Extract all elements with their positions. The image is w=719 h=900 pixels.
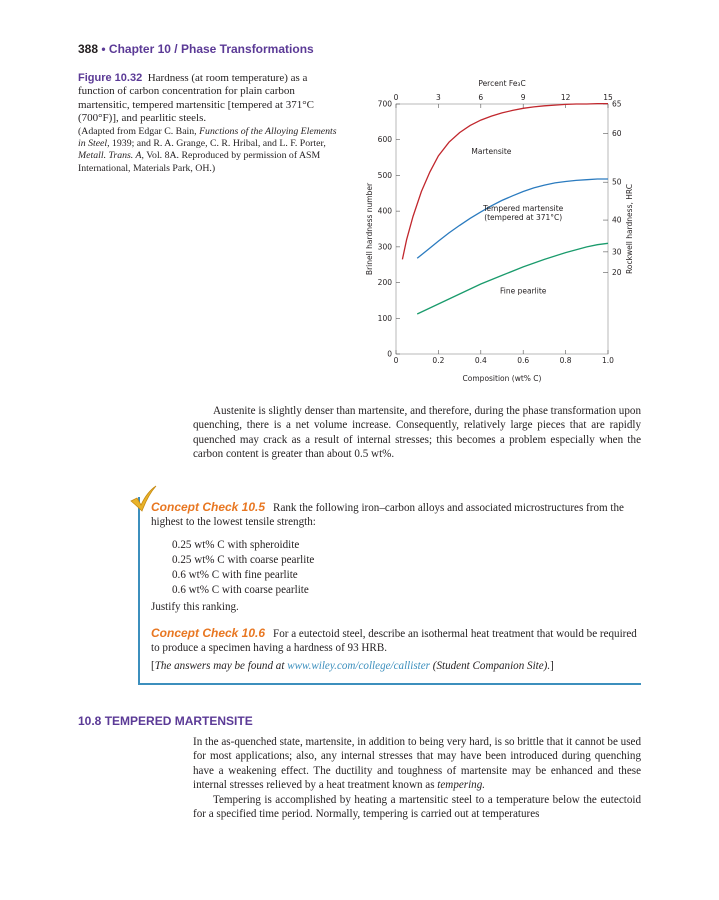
source-mid: 1939; and R. A. Grange, C. R. Hribal, and L. F. Porter, <box>109 138 326 150</box>
series-line-0 <box>402 104 608 260</box>
answers-suffix: (Student Companion Site). <box>429 660 551 672</box>
y-tick-label: 300 <box>377 242 392 252</box>
concept-check-10-5-label: Concept Check 10.5 <box>151 500 266 514</box>
chapter-title: Phase Transformations <box>180 42 314 56</box>
x-tick-label: 0.8 <box>559 356 572 365</box>
page-number: 388 <box>78 42 99 56</box>
figure-source <box>78 126 343 176</box>
figure-label: Figure 10.32 <box>78 72 143 84</box>
answers-bracket-close: ] <box>550 660 554 672</box>
list-item: 0.25 wt% C with coarse pearlite <box>172 554 315 566</box>
source-prefix: (Adapted from Edgar C. Bain, <box>78 125 200 137</box>
x-tick-label: 0 <box>393 356 399 365</box>
section-heading: 10.8 TEMPERED MARTENSITE <box>78 714 253 728</box>
series-label: Tempered martensite <box>483 204 564 214</box>
answers-bracket-open: [ <box>151 660 155 672</box>
concept-check-10-5 <box>151 500 641 530</box>
top-tick-label: 9 <box>520 93 526 102</box>
source-journal: Metall. Trans. A, <box>78 150 144 162</box>
concept-check-10-5-text: Rank the following iron–carbon alloys and associated microstructures from the highest to the lowest tensile strength: <box>151 502 624 529</box>
top-tick-label: 6 <box>478 93 484 102</box>
x-tick-label: 0.2 <box>432 356 445 365</box>
section-body <box>193 735 641 821</box>
right-tick-label: 60 <box>612 129 622 139</box>
right-tick-label: 50 <box>612 177 622 187</box>
justify-text: Justify this ranking. <box>151 601 239 613</box>
y-tick-label: 200 <box>377 278 392 288</box>
concept-check-10-6 <box>151 626 641 656</box>
right-tick-label: 20 <box>612 268 622 278</box>
paragraph-tempered-2: Tempering is accomplished by heating a martensitic steel to a temperature below the eutectoid for a specified time period. Normally, tempering is carried out at temperatures <box>193 793 641 821</box>
p1-term: tempering. <box>437 779 486 792</box>
plot-frame <box>396 104 608 354</box>
x-tick-label: 1.0 <box>602 356 614 365</box>
x-tick-label: 0.6 <box>517 356 530 365</box>
y-tick-label: 500 <box>377 170 392 180</box>
right-tick-label: 40 <box>612 215 622 225</box>
answers-note <box>151 660 554 672</box>
running-head-slash: / <box>174 42 178 56</box>
concept-check-10-6-label: Concept Check 10.6 <box>151 626 266 640</box>
concept-check-10-6-text: For a eutectoid steel, describe an isothermal heat treatment that would be required to produce a specimen having a hardness of 93 HRB. <box>151 628 637 655</box>
top-tick-label: 0 <box>393 93 399 102</box>
x-tick-label: 0.4 <box>474 356 487 365</box>
y-tick-label: 100 <box>377 313 392 323</box>
right-tick-label: 30 <box>612 247 622 257</box>
series-label: (tempered at 371°C) <box>484 213 563 223</box>
series-label: Martensite <box>471 147 512 156</box>
p1-text: In the as-quenched state, martensite, in addition to being very hard, is so brittle that it cannot be used for most applications; also, any internal stresses that may have been introduced during quenching have a weakening effect. The ductility and toughness of martensite may be enhanced and these internal stresses relieved by a heat treatment known as <box>193 736 641 792</box>
y-tick-label: 400 <box>377 206 392 216</box>
source-suffix: Vol. 8A. Reproduced by permission of ASM International, Materials Park, OH.) <box>78 150 321 174</box>
list-item: 0.6 wt% C with fine pearlite <box>172 569 298 581</box>
figure-caption-text: Hardness (at room temperature) as a function of carbon concentration for plain carbon martensitic, tempered martensitic [tempered at 371°C (700°F)], and pearlitic steels. <box>78 72 314 125</box>
y-axis-label-right: Rockwell hardness, HRC <box>625 184 634 274</box>
alloy-list <box>172 538 314 598</box>
companion-site-link[interactable]: www.wiley.com/college/callister <box>287 660 430 672</box>
y-axis-label-left: Brinell hardness number <box>365 182 374 276</box>
list-item: 0.25 wt% C with spheroidite <box>172 539 300 551</box>
chapter-label: Chapter 10 <box>108 42 171 56</box>
paragraph-austenite: Austenite is slightly denser than martensite, and therefore, during the phase transformation upon quenching, there is a net volume increase. Consequently, relatively large pieces that are rapidly quenched may crack as a result of internal stresses; this becomes a problem especially when the carbon content is greater than about 0.5 wt%. <box>193 405 641 461</box>
running-head-separator: • <box>101 42 106 56</box>
series-label: Fine pearlite <box>500 286 547 296</box>
top-tick-label: 12 <box>560 93 571 102</box>
right-tick-label: 65 <box>612 99 622 109</box>
y-tick-label: 0 <box>387 349 392 359</box>
figure-caption <box>78 72 343 175</box>
source-book: Functions of the Alloying Elements in Steel, <box>78 125 337 150</box>
list-item: 0.6 wt% C with coarse pearlite <box>172 584 309 596</box>
answers-prefix: The answers may be found at <box>154 660 288 672</box>
top-axis-label: Percent Fe₃C <box>478 79 526 88</box>
top-tick-label: 15 <box>603 93 613 102</box>
paragraph-tempered-1 <box>193 735 641 793</box>
y-tick-label: 700 <box>377 99 392 109</box>
running-head <box>78 42 314 56</box>
y-tick-label: 600 <box>377 135 392 145</box>
hardness-chart <box>360 70 655 390</box>
x-axis-label: Composition (wt% C) <box>462 374 542 383</box>
series-line-2 <box>417 243 608 314</box>
top-tick-label: 3 <box>436 93 441 102</box>
